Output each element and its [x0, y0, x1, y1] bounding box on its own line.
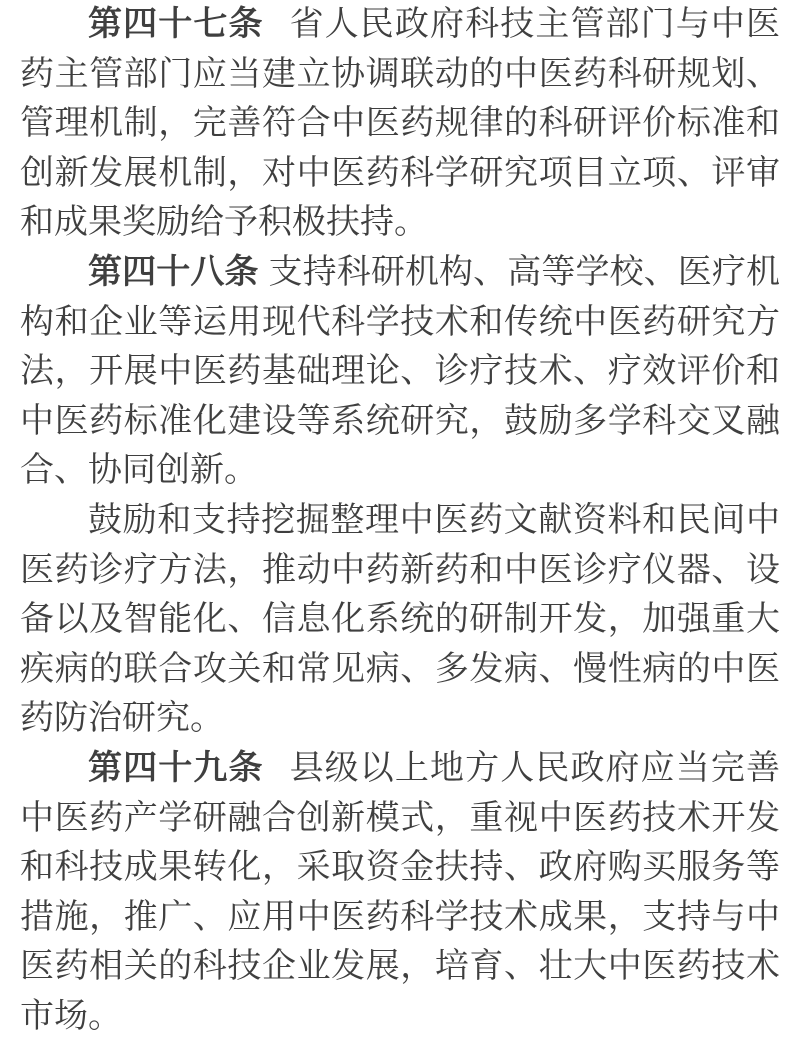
- article-49-paragraph: [20, 744, 780, 1041]
- article-47-heading: 第四十七条: [88, 5, 264, 43]
- article-48-body-text: 支持科研机构、高等学校、医疗机构和企业等运用现代科学技术和传统中医药研究方法，开展中医药基础理论、诊疗技术、疗效评价和中医药标准化建设等系统研究，鼓励多学科交叉融合、协同创新。: [20, 252, 781, 490]
- article-48-paragraph: [20, 248, 780, 496]
- article-48-second-paragraph-text: 鼓励和支持挖掘整理中医药文献资料和民间中医药诊疗方法，推动中药新药和中医诊疗仪器、设备以及智能化、信息化系统的研制开发，加强重大疾病的联合攻关和常见病、多发病、慢性病的中医药防治研究。: [20, 500, 780, 738]
- article-48-second-paragraph: [20, 496, 780, 744]
- article-47-body-text: 省人民政府科技主管部门与中医药主管部门应当建立协调联动的中医药科研规划、管理机制，完善符合中医药规律的科研评价标准和创新发展机制，对中医药科学研究项目立项、评审和成果奖励给予积极扶持。: [20, 5, 781, 242]
- article-49-heading: 第四十九条: [88, 748, 264, 787]
- article-47-paragraph: [20, 0, 780, 248]
- article-48-heading: 第四十八条: [88, 252, 259, 291]
- article-49-body-text: 县级以上地方人民政府应当完善中医药产学研融合创新模式，重视中医药技术开发和科技成果转化，采取资金扶持、政府购买服务等措施，推广、应用中医药科学技术成果，支持与中医药相关的科技企业发展，培育、壮大中医药技术市场。: [20, 748, 781, 1035]
